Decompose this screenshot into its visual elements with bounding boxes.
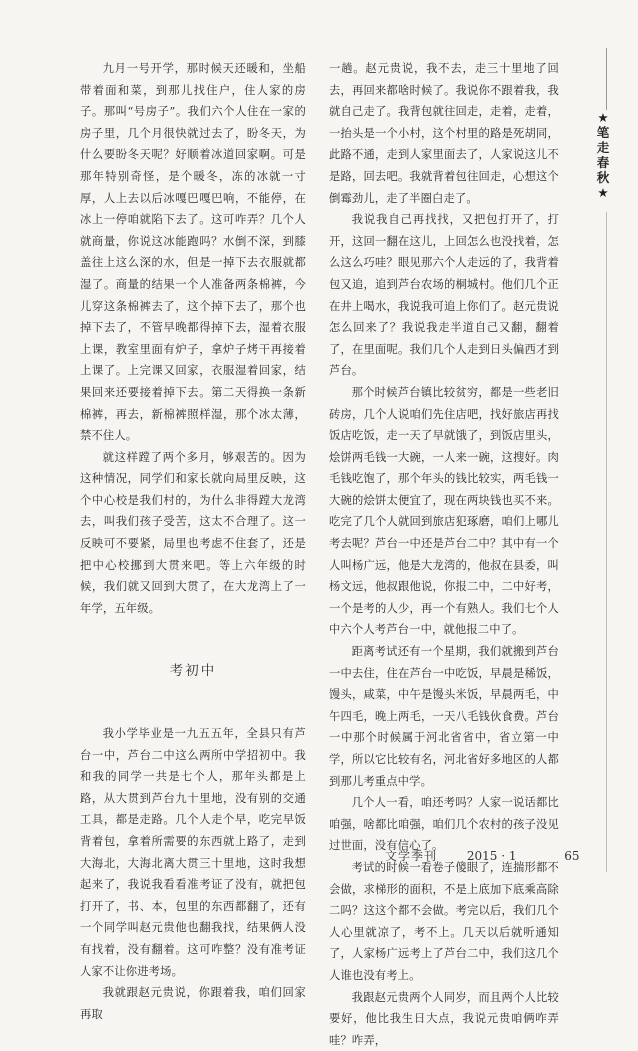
column-label-rule-top [606,48,607,110]
page-number: 65 [564,849,580,863]
paragraph: 那个时候芦台镇比较贫穷，都是一些老旧砖房，几个人说咱们先住店吧，找好旅店再找饭店吃饭，走一天了早就饿了，到饭店里头，烩饼两毛钱一大碗，一人来一碗，这搜好。肉毛钱吃饱了，那个年头的钱比较实，两毛钱一大碗的烩饼太便宜了，现在两块钱也买不来。吃完了几个人就回到旅店犯琢磨，咱们上哪儿考去呢？芦台一中还是芦台二中？其中有一个人叫杨广远，他是大龙湾的，他叔在县委，叫杨文远，他叔跟他说，你报二中，二中好考，一个是考的人少，再一个有熟人。我们七个人中六个人考芦台一中，就他报二中了。 [329,385,559,637]
paragraph: 我跟赵元贵两个人同岁，而且两个人比较要好，他比我生日大点，我说元贵咱俩咋弄哇？咋弄， [329,990,559,1047]
page-footer [385,847,580,864]
paragraph: 一趟。赵元贵说，我不去，走三十里地了回去，再回来都啥时候了。我说你不跟着我，我就自己走了。我背包就往回走，走着，走着，一抬头是一个小村，这个村里的路是死胡同，此路不通，走到人家里面去了，人家说这儿不是路，回去吧。我就背着包往回走，心想这个倒霉劲儿，走了半圈白走了。 [329,62,559,205]
column-label-char: 春 [596,155,610,170]
column-label-char: 秋 [596,170,610,185]
right-column [329,58,559,1051]
paragraph: 就这样蹚了两个多月，够艰苦的。因为这种情况，同学们和家长就向局里反映，这个中心校是我们村的，为什么非得蹚大龙湾去，叫我们孩子受苦，这太不合理了。这一反映可不要紧，局里也考虑不住套了，还是把中心校挪到大贯来吧。等上六年级的时候，我们就又回到大贯了，在大龙湾上了一年学，五年级。 [80,450,306,615]
paragraph: 我说我自己再找找，又把包打开了，打开，这回一翻在这儿，上回怎么也没找着，怎么这么巧哇？眼见那六个人走远的了，我背着包又追，追到芦台农场的桐城村。他们几个正在井上喝水，我说我可追上你们了。赵元贵说怎么回来了？我说我走半道自己又翻，翻着了，在里面呢。我们几个人走到日头偏西才到芦台。 [329,213,559,378]
column-label-char: 笔 [596,125,610,140]
paragraph: 九月一号开学，那时候天还暖和，坐船带着面和菜，到那儿找住户，住人家的房子。那叫“号房子”。我们六个人住在一家的房子里，几个月很快就过去了，盼冬天，为什么要盼冬天呢？好顺着冰道回家啊。可是那年特别奇怪，是个暖冬，冻的冰就一寸厚，人上去以后冰嘎巴嘎巴响，不能停，在冰上一停咱就陷下去了。这可咋弄？几个人就商量，你说这冰能跑吗？水倒不深，到膝盖往上这么深的水，但是一掉下去衣服就都湿了。商量的结果一个人准备两条棉裤，今儿穿这条棉裤去了，这个掉下去了，那个也掉下去了，不管早晚都得掉下去，湿着衣服上课，教室里面有炉子，拿炉子烤干再接着上课了。上完课又回家，衣服湿着回家，结果回来还要接着掉下去。第二天得换一条新棉裤，再去，新棉裤照样湿，那个冰太薄，禁不住人。 [80,62,306,443]
paragraph: 我就跟赵元贵说，你跟着我，咱们回家再取 [80,986,306,1021]
column-label-rule-bottom [606,212,607,872]
paragraph: 距离考试还有一个星期，我们就搬到芦台一中去住，住在芦台一中吃饭，早晨是稀饭，馒头，咸菜，中午是馒头米饭，早晨两毛，中午四毛，晚上两毛，一天八毛钱伙食费。芦台一中那个时候属于河北省省中，省立第一中学，所以它比较有名，河北省好多地区的人都到那儿考重点中学。 [329,645,559,788]
column-label-char: ★ [597,185,609,200]
issue-number: 2015 · 1 [466,849,517,863]
column-label-char: 走 [596,140,610,155]
left-column [80,58,306,1025]
column-label [591,110,615,200]
paragraph: 考试的时候一看卷子傻眼了，连揣形都不会做，求梯形的面积，不是上底加下底乘高除二吗？这这个都不会做。考完以后，我们几个人心里就凉了，考不上。几天以后就听通知了，人家杨广远考上了芦台二中，我们这几个人谁也没有考上。 [329,860,559,982]
magazine-name: 文学季刊 [385,849,438,863]
column-label-char: ★ [597,110,609,125]
section-title: 考初中 [169,663,217,680]
paragraph: 几个人一看，咱还考吗？人家一说话都比咱强，啥都比咱强，咱们几个农村的孩子没见过世面，没有信心了。 [329,796,559,853]
paragraph: 我小学毕业是一九五五年，全县只有芦台一中，芦台二中这么两所中学招初中。我和我的同学一共是七个人，那年头都是上路，从大贯到芦台九十里地，没有别的交通工具，都是走路。几个人走个早，吃完早饭背着包，拿着所需要的东西就上路了，走到大海北，大海北离大贯三十里地，这时我想起来了，我说我看看准考证了没有，就把包打开了，书、本，包里的东西都翻了，还有一个同学叫赵元贵他也翻我找，结果俩人没有找着，没有翻着。这可咋整？没有准考证人家不让你进考场。 [80,727,306,978]
